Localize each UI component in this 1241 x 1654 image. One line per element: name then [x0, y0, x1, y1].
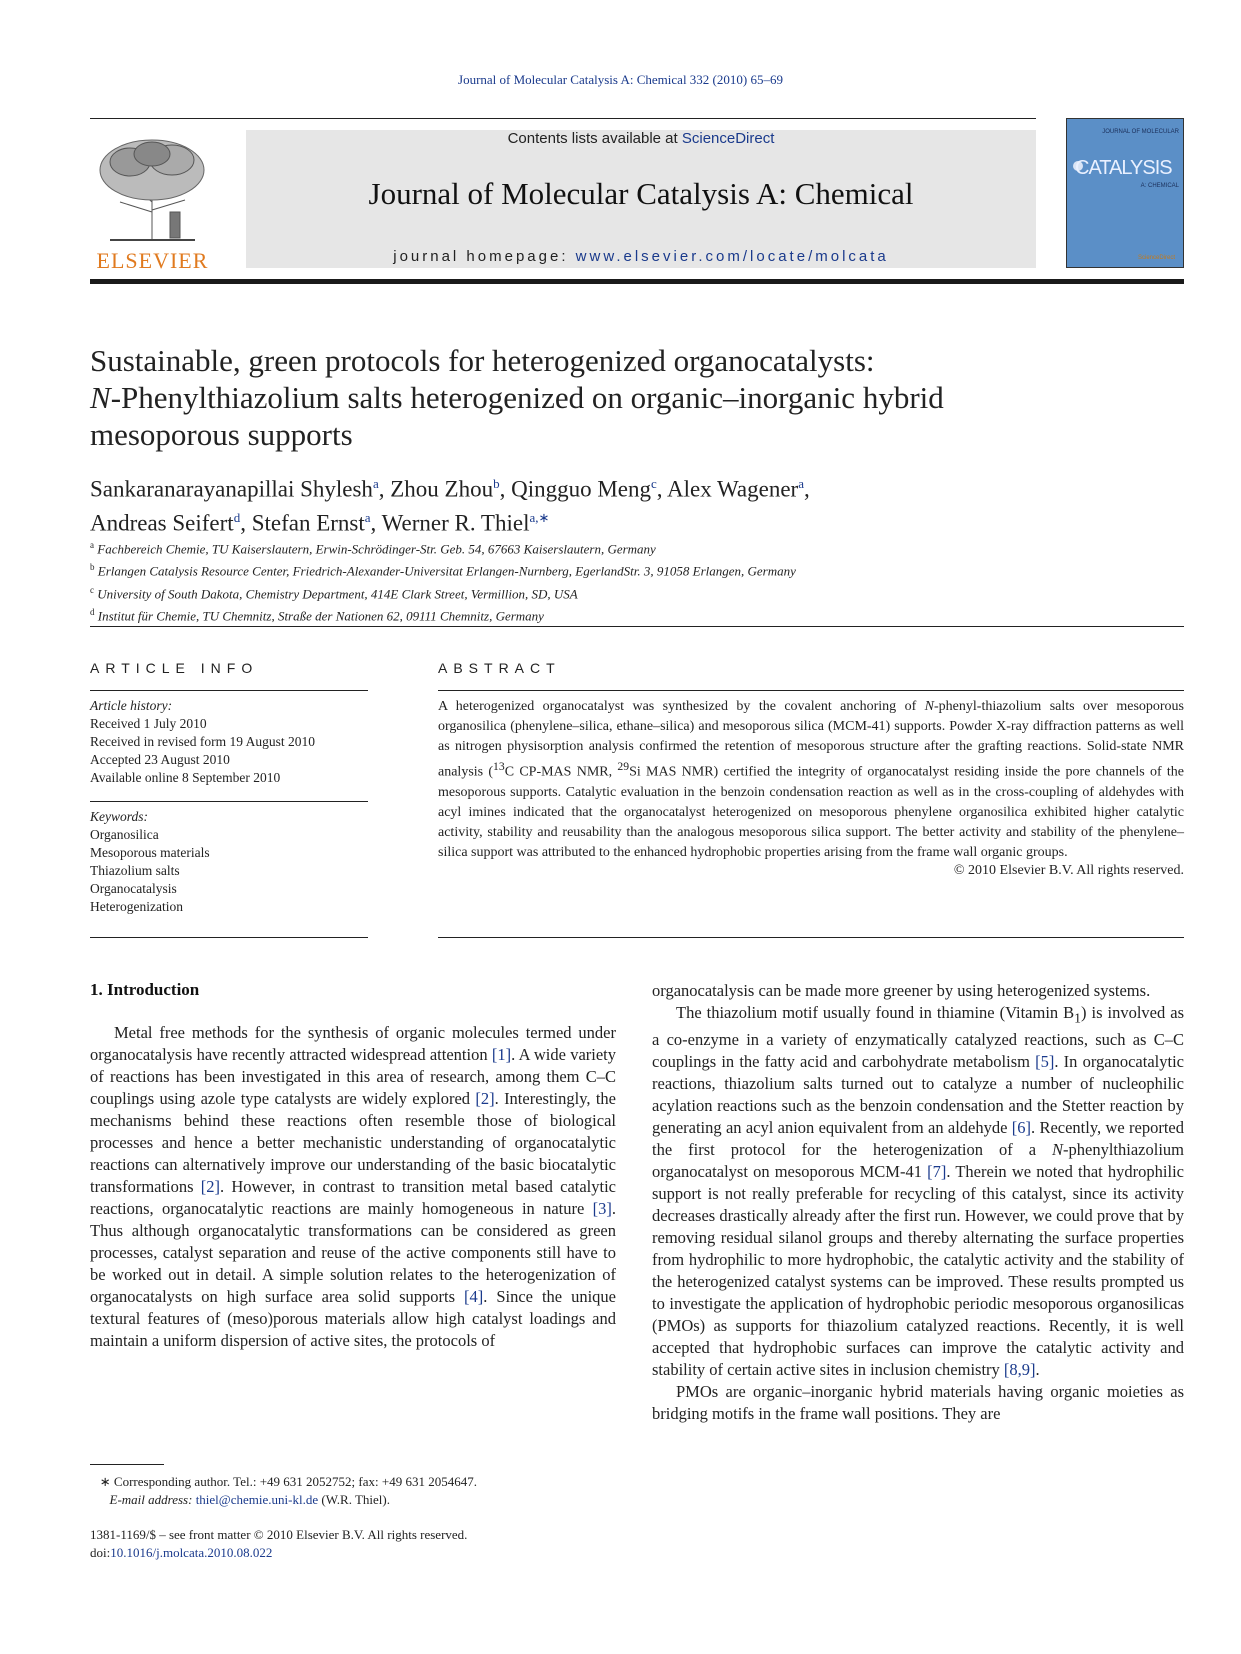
keyword: Mesoporous materials: [90, 845, 210, 860]
elsevier-logo[interactable]: [90, 132, 215, 272]
journal-title: Journal of Molecular Catalysis A: Chemical: [368, 176, 914, 211]
article-title: Sustainable, green protocols for heterogenized organocatalysts: N-Phenylthiazolium salts heterogenized on organic–inorganic hybrid mesoporous supports: [90, 343, 944, 452]
header-thick-rule: [90, 279, 1184, 284]
author[interactable]: Zhou Zhou: [390, 476, 494, 502]
keyword: Organocatalysis: [90, 881, 177, 896]
paragraph: The thiazolium motif usually found in thiamine (Vitamin $B_1$) is involved as a co-enzyme in a variety of enzymatically catalyzed reactions, such as C–C couplings in the fatty acid and carbohydrate metabolism [5]. In organocatalytic reactions, thiazolium salts turned out to catalyze a number of nucleophilic acylation reactions such as the benzoin condensation and the Stetter reaction by generating an acyl anion equivalent from an aldehyde [6]. Recently, we reported the first protocol for the heterogenization of a N-phenylthiazolium organocatalyst on mesoporous MCM-41 [7]. Therein we noted that hydrophilic support is not really preferable for recycling of this catalyst, since its activity decreases drastically already after the first run. However, we could prove that by removing residual silanol groups and thereby alternating the surface properties from hydrophilic to more hydrophobic, the catalytic activity and the stability of the heterogenized catalyst systems can be improved. These results prompted us to investigate the application of hydrophobic periodic mesoporous organosilicas (PMOs) as supports for thiazolium catalyzed reactions. Recently, it is well accepted that hydrophobic surfaces can improve the catalytic activity and stability of certain active sites in inclusion chemistry [8,9].: [652, 1003, 1184, 1380]
article-info: [90, 660, 368, 916]
citation-link[interactable]: [4]: [464, 1287, 484, 1306]
article-info-heading: ARTICLE INFO: [90, 660, 259, 676]
sciencedirect-link[interactable]: ScienceDirect: [681, 130, 775, 147]
citation-link[interactable]: [5]: [1035, 1052, 1055, 1072]
affiliation-item: $^b$ Erlangen Catalysis Resource Center, Friedrich-Alexander-Universitat Erlangen-Nurnberg, EgerlandStr. 3, 91058 Erlangen, Germany: [90, 562, 796, 579]
journal-citation[interactable]: Journal of Molecular Catalysis A: Chemical 332 (2010) 65–69: [458, 72, 783, 87]
citation-link[interactable]: [8,9]: [1003, 1360, 1036, 1380]
keywords: Keywords: Organosilica Mesoporous materials Thiazolium salts Organocatalysis Heterogenization: [90, 808, 368, 916]
paragraph: organocatalysis can be made more greener by using heterogenized systems.: [652, 981, 1151, 1000]
doi-link[interactable]: 10.1016/j.molcata.2010.08.022: [110, 1545, 273, 1560]
abstract-copyright: © 2010 Elsevier B.V. All rights reserved.: [953, 862, 1184, 878]
keywords-rule: [90, 801, 368, 802]
cover-top-text: JOURNAL OF MOLECULAR: [1102, 129, 1179, 135]
corresponding-author-mark[interactable]: a,∗: [529, 509, 550, 525]
abstract-heading: ABSTRACT: [438, 660, 561, 676]
author-list: Sankaranarayanapillai Shylesh$^a$, Zhou Zhou$^b$, Qingguo Meng$^c$, Alex Wagener$^a$, Andreas Seifert$^d$, Stefan Ernst$^a$, Werner R. Thiel$^{a,∗}$: [90, 476, 810, 536]
citation-link[interactable]: [2]: [200, 1177, 221, 1196]
citation-link[interactable]: [2]: [475, 1089, 495, 1108]
header-rule: [90, 118, 1036, 119]
journal-homepage: journal homepage: www.elsevier.com/locate/molcata: [393, 248, 889, 265]
elsevier-tree-icon: [90, 132, 215, 242]
info-top-rule: [90, 626, 1184, 627]
email-link[interactable]: thiel@chemie.uni-kl.de: [195, 1492, 319, 1507]
abstract-rule: [438, 690, 1184, 691]
author[interactable]: Stefan Ernst: [251, 510, 365, 536]
section-heading-introduction: 1. Introduction: [90, 980, 200, 999]
abstract: [438, 660, 1184, 879]
paragraph: PMOs are organic–inorganic hybrid materials having organic moieties as bridging motifs in the frame wall positions. They are: [652, 1382, 1184, 1424]
keyword: Heterogenization: [90, 899, 183, 914]
front-matter: 1381-1169/$ – see front matter © 2010 Elsevier B.V. All rights reserved. doi:10.1016/j.molcata.2010.08.022: [90, 1527, 468, 1560]
citation-link[interactable]: [1]: [491, 1045, 512, 1064]
cover-sciencedirect: ScienceDirect: [1137, 255, 1175, 261]
affiliation-item: $^a$ Fachbereich Chemie, TU Kaiserslautern, Erwin-Schrödinger-Str. Geb. 54, 67663 Kaiserslautern, Germany: [90, 540, 656, 557]
author[interactable]: Alex Wagener: [667, 476, 799, 502]
body-column-right: [652, 980, 1184, 1425]
info-bottom-rule: [90, 937, 368, 938]
paragraph: Metal free methods for the synthesis of organic molecules termed under organocatalysis have recently attracted widespread attention [1]. A wide variety of reactions has been investigated in this area of research, among them C–C couplings using azole type catalysts are widely explored [2]. Interestingly, the mechanisms behind these reactions often resemble those of biological processes and hence a better mechanistic understanding of organocatalytic reactions can alternatively improve our understanding of the basic biocatalytic transformations [2]. However, in contrast to transition metal based catalytic reactions, organocatalytic reactions are mainly homogeneous in nature [3]. Thus although organocatalytic transformations can be considered as green processes, catalyst separation and reuse of the active components still have to be worked out in detail. A simple solution relates to the heterogenization of organocatalysts on high surface area solid supports [4]. Since the unique textural features of (meso)porous materials allow high catalyst loadings and maintain a uniform dispersion of active sites, the protocols of: [90, 1023, 616, 1350]
abstract-text: A heterogenized organocatalyst was synthesized by the covalent anchoring of N-phenyl-thiazolium salts over mesoporous organosilica (phenylene–silica, ethane–silica) and mesoporous silica (MCM-41) supports. Powder X-ray diffraction patterns as well as nitrogen physisorption analysis confirmed the retention of mesoporous structure after the grafting reactions. Solid-state NMR analysis ($^{13}$C CP-MAS NMR, $^{29}$Si MAS NMR) certified the integrity of organocatalyst residing inside the pore channels of the mesoporous supports. Catalytic evaluation in the benzoin condensation reaction as well as in the cross-coupling of aldehydes with acyl imines indicated that the organocatalyst heterogenized on mesoporous phenylene organosilica exhibited higher catalytic activity, stability and reusability than the analogous mesoporous silica support. The better activity and stability of the phenylene–silica support was attributed to the enhanced hydrophobic properties arising from the frame wall organic groups.: [438, 699, 1184, 860]
cover-title: CATALYSIS: [1075, 157, 1172, 179]
footnote-rule: [90, 1464, 164, 1465]
contents-line: Contents lists available at ScienceDirect: [507, 130, 775, 147]
citation-link[interactable]: [7]: [927, 1162, 947, 1182]
citation-link[interactable]: [3]: [592, 1199, 612, 1218]
author[interactable]: Werner R. Thiel: [381, 510, 530, 536]
citation-link[interactable]: [6]: [1011, 1118, 1032, 1138]
body-column-left: [90, 1022, 616, 1352]
affiliations: [90, 536, 1184, 625]
abstract-bottom-rule: [438, 937, 1184, 938]
keyword: Thiazolium salts: [90, 863, 180, 878]
article-history: Article history: Received 1 July 2010 Received in revised form 19 August 2010 Accepted 23 August 2010 Available online 8 September 2010: [90, 698, 315, 785]
affiliation-item: $^c$ University of South Dakota, Chemistry Department, 414E Clark Street, Vermillion, SD, USA: [90, 584, 578, 601]
cover-subtitle: A: CHEMICAL: [1140, 183, 1179, 189]
keyword: Organosilica: [90, 827, 159, 842]
affiliation-item: $^d$ Institut für Chemie, TU Chemnitz, Straße der Nationen 62, 09111 Chemnitz, Germany: [90, 606, 544, 624]
article-info-rule: [90, 690, 368, 691]
author[interactable]: Qingguo Meng: [511, 476, 651, 502]
journal-cover-thumbnail[interactable]: [1066, 118, 1184, 268]
elsevier-wordmark: ELSEVIER: [96, 248, 209, 273]
corresponding-footnote: ∗ Corresponding author. Tel.: +49 631 2052752; fax: +49 631 2054647. E-mail address: thiel@chemie.uni-kl.de (W.R. Thiel).: [99, 1474, 477, 1507]
author[interactable]: Andreas Seifert: [90, 510, 234, 536]
author[interactable]: Sankaranarayanapillai Shylesh: [90, 476, 373, 502]
homepage-link[interactable]: www.elsevier.com/locate/molcata: [575, 248, 889, 265]
